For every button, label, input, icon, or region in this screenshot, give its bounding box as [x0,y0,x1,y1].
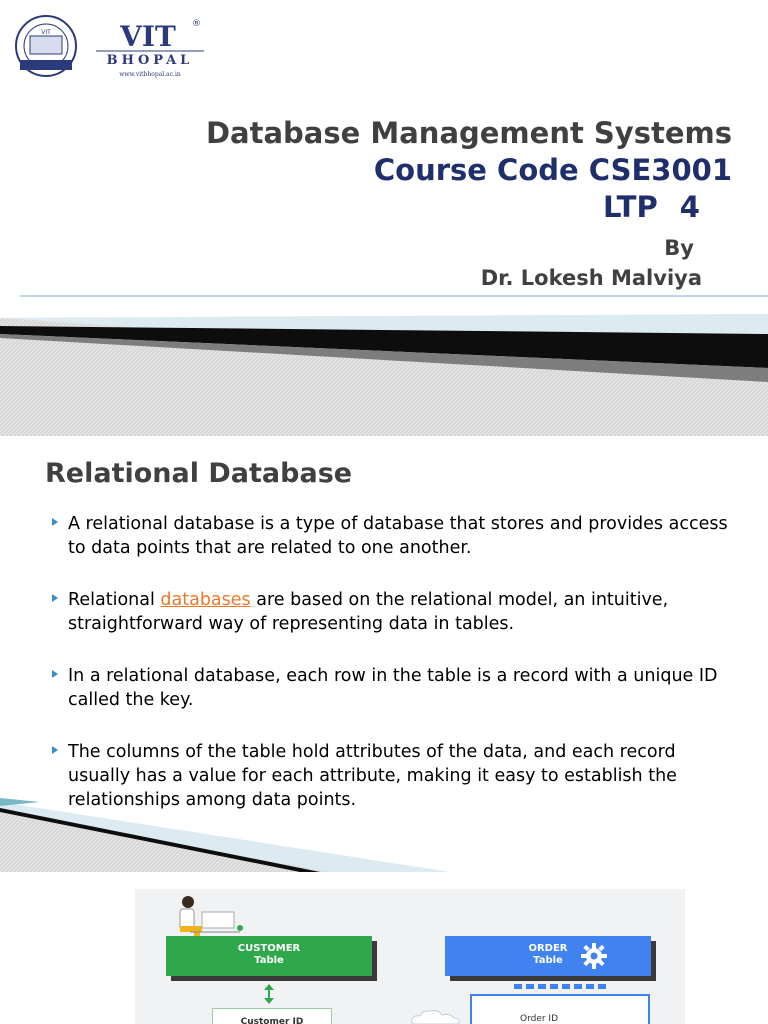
title-slide [0,0,768,436]
order-table-subtitle: Table [533,955,563,966]
bullet-arrow-icon [52,594,58,602]
bullet-arrow-icon [52,746,58,754]
databases-link[interactable]: databases [160,590,251,610]
author-name: Dr. Lokesh Malviya [480,266,702,290]
bullet-item [52,512,742,560]
customer-table-title: CUSTOMER [237,943,301,954]
decorative-footer-band [0,798,768,872]
bullet-item [52,664,742,712]
cloud-icon [410,1008,462,1024]
university-seal-icon [16,16,76,76]
course-code: Course Code CSE3001 [373,153,732,187]
logo-brand: VIT [120,20,176,53]
customer-table-box [166,936,372,976]
connector-dashes [514,984,606,990]
course-ltp: LTP 4 [603,190,700,224]
bullet-text: In a relational database, each row in the table is a record with a unique ID called the key. [68,666,718,710]
relational-database-slide [0,436,768,872]
relational-diagram-slide [0,872,768,1024]
bullet-arrow-icon [52,518,58,526]
order-table-frame [470,994,650,1024]
bullet-list [52,512,742,840]
customer-table-subtitle: Table [254,955,284,966]
bullet-arrow-icon [52,670,58,678]
order-id-field: Order ID [520,1014,559,1024]
seal-inner-text: VIT [41,29,51,36]
bullet-suffix: are based on the relational model, an intuitive, straightforward way of representing data in tables. [68,590,669,634]
order-table-box [445,936,651,976]
by-label: By [664,236,694,260]
bidirectional-arrow-icon [262,984,276,1004]
order-table-title: ORDER [528,943,568,954]
logo-sub: BHOPAL [106,53,194,68]
bullet-prefix: Relational [68,590,161,610]
vit-bhopal-logo [8,14,208,80]
course-title: Database Management Systems [205,116,732,150]
logo-registered: ® [192,19,201,29]
logo-url: www.vitbhopal.ac.in [119,71,181,78]
bullet-item [52,588,742,636]
bullet-text: A relational database is a type of database that stores and provides access to data points that are related to one another. [68,514,728,558]
gear-icon [580,942,608,970]
bullet-text: The columns of the table hold attributes of the data, and each record usually has a value for each attribute, making it easy to establish the relationships among data points. [68,742,677,810]
slide-title: Relational Database [45,458,353,489]
decorative-banner [0,290,768,436]
customer-id-field: Customer ID [212,1008,332,1024]
